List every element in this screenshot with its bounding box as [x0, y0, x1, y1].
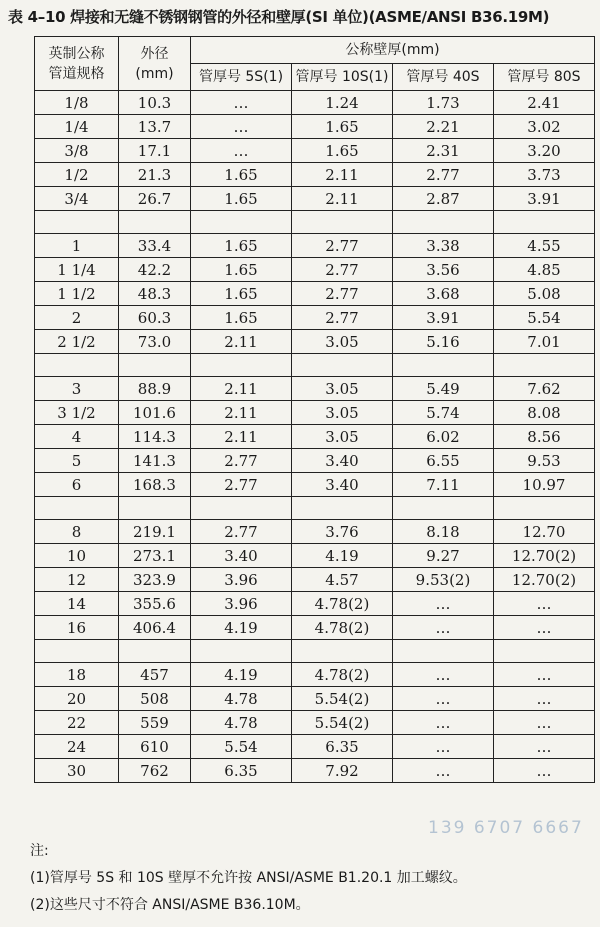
cell-wall-5s: …	[191, 115, 292, 139]
cell-wall-40s: 1.73	[393, 91, 494, 115]
cell-wall-5s: 1.65	[191, 306, 292, 330]
cell-wall-5s: 2.11	[191, 330, 292, 354]
cell-wall-80s: 3.73	[494, 163, 595, 187]
cell-wall-10s: 4.19	[292, 544, 393, 568]
cell-wall-80s: …	[494, 616, 595, 640]
cell-wall-40s: 2.87	[393, 187, 494, 211]
cell-size: 2	[35, 306, 119, 330]
header-wall-group: 公称壁厚(mm)	[191, 37, 595, 64]
cell-wall-10s: 3.40	[292, 473, 393, 497]
cell-size: 12	[35, 568, 119, 592]
cell-wall-5s: 2.77	[191, 520, 292, 544]
cell-wall-80s: …	[494, 663, 595, 687]
cell-wall-5s: …	[191, 91, 292, 115]
cell-size: 3/4	[35, 187, 119, 211]
cell-wall-40s: …	[393, 616, 494, 640]
cell-od: 33.4	[119, 234, 191, 258]
cell-wall-5s: 4.78	[191, 711, 292, 735]
cell-size: 1/4	[35, 115, 119, 139]
header-od-line1: 外径	[140, 45, 169, 62]
table-row	[35, 759, 595, 783]
cell-wall-10s: 4.78(2)	[292, 616, 393, 640]
table-title: 表 4–10 焊接和无缝不锈钢钢管的外径和壁厚(SI 单位)(ASME/ANSI B36.19M)	[8, 8, 550, 26]
cell-wall-40s: 2.21	[393, 115, 494, 139]
cell-size: 1	[35, 234, 119, 258]
table-row	[35, 282, 595, 306]
cell-od: 88.9	[119, 377, 191, 401]
pipe-wall-thickness-table	[34, 36, 595, 783]
cell-wall-40s: 3.56	[393, 258, 494, 282]
cell-size: 1/8	[35, 91, 119, 115]
table-row	[35, 711, 595, 735]
cell-wall-5s: 6.35	[191, 759, 292, 783]
cell-od: 323.9	[119, 568, 191, 592]
cell-size: 5	[35, 449, 119, 473]
cell-wall-5s: 2.11	[191, 425, 292, 449]
cell-wall-10s: 3.05	[292, 401, 393, 425]
cell-wall-5s: 4.19	[191, 663, 292, 687]
cell-wall-10s: 2.11	[292, 163, 393, 187]
cell-wall-80s: 3.20	[494, 139, 595, 163]
cell-wall-40s: 3.91	[393, 306, 494, 330]
cell-size: 8	[35, 520, 119, 544]
cell-od: 17.1	[119, 139, 191, 163]
cell-wall-10s: 7.92	[292, 759, 393, 783]
table-row	[35, 401, 595, 425]
cell-wall-10s: 4.78(2)	[292, 663, 393, 687]
cell-size: 1 1/2	[35, 282, 119, 306]
header-size	[35, 37, 119, 91]
table-row	[35, 520, 595, 544]
cell-wall-5s: 1.65	[191, 234, 292, 258]
cell-wall-40s: …	[393, 592, 494, 616]
cell-od: 13.7	[119, 115, 191, 139]
cell-wall-80s: …	[494, 735, 595, 759]
cell-od: 219.1	[119, 520, 191, 544]
cell-wall-10s: 3.05	[292, 425, 393, 449]
cell-od: 26.7	[119, 187, 191, 211]
empty-cell	[119, 497, 191, 520]
cell-wall-5s: 2.77	[191, 473, 292, 497]
cell-wall-10s: 6.35	[292, 735, 393, 759]
empty-cell	[393, 354, 494, 377]
header-wall-40s: 管厚号 40S	[393, 64, 494, 91]
empty-cell	[393, 640, 494, 663]
cell-od: 762	[119, 759, 191, 783]
header-wall-80s: 管厚号 80S	[494, 64, 595, 91]
cell-wall-40s: …	[393, 735, 494, 759]
cell-wall-80s: 12.70	[494, 520, 595, 544]
cell-od: 101.6	[119, 401, 191, 425]
cell-wall-80s: …	[494, 759, 595, 783]
cell-wall-10s: 3.05	[292, 377, 393, 401]
header-wall-10s: 管厚号 10S(1)	[292, 64, 393, 91]
cell-wall-5s: 2.11	[191, 401, 292, 425]
cell-wall-40s: 9.27	[393, 544, 494, 568]
cell-wall-80s: …	[494, 711, 595, 735]
cell-wall-5s: 3.96	[191, 568, 292, 592]
cell-wall-10s: 2.77	[292, 234, 393, 258]
cell-wall-80s: 8.08	[494, 401, 595, 425]
empty-cell	[35, 640, 119, 663]
empty-cell	[292, 640, 393, 663]
cell-od: 406.4	[119, 616, 191, 640]
cell-wall-10s: 3.40	[292, 449, 393, 473]
cell-wall-10s: 1.65	[292, 115, 393, 139]
cell-od: 610	[119, 735, 191, 759]
empty-cell	[292, 211, 393, 234]
header-wall-5s: 管厚号 5S(1)	[191, 64, 292, 91]
cell-wall-5s: 4.78	[191, 687, 292, 711]
table-row	[35, 115, 595, 139]
cell-size: 2 1/2	[35, 330, 119, 354]
cell-od: 73.0	[119, 330, 191, 354]
table-row	[35, 91, 595, 115]
cell-size: 6	[35, 473, 119, 497]
cell-size: 10	[35, 544, 119, 568]
cell-wall-80s: 4.55	[494, 234, 595, 258]
table-body	[35, 91, 595, 783]
cell-size: 1 1/4	[35, 258, 119, 282]
cell-wall-5s: 1.65	[191, 258, 292, 282]
cell-wall-5s: 1.65	[191, 282, 292, 306]
cell-od: 114.3	[119, 425, 191, 449]
cell-wall-10s: 3.76	[292, 520, 393, 544]
table-row	[35, 735, 595, 759]
cell-wall-40s: 6.02	[393, 425, 494, 449]
cell-size: 24	[35, 735, 119, 759]
cell-wall-80s: 10.97	[494, 473, 595, 497]
cell-wall-80s: 3.91	[494, 187, 595, 211]
empty-cell	[494, 497, 595, 520]
empty-cell	[119, 211, 191, 234]
empty-cell	[494, 354, 595, 377]
table-row	[35, 234, 595, 258]
cell-wall-40s: …	[393, 687, 494, 711]
cell-size: 3 1/2	[35, 401, 119, 425]
table-row	[35, 163, 595, 187]
cell-wall-40s: …	[393, 663, 494, 687]
cell-od: 508	[119, 687, 191, 711]
cell-od: 457	[119, 663, 191, 687]
cell-size: 30	[35, 759, 119, 783]
cell-wall-40s: …	[393, 711, 494, 735]
table-row	[35, 568, 595, 592]
empty-cell	[35, 354, 119, 377]
group-separator-row	[35, 211, 595, 234]
cell-wall-40s: 7.11	[393, 473, 494, 497]
cell-wall-10s: 4.57	[292, 568, 393, 592]
cell-od: 60.3	[119, 306, 191, 330]
empty-cell	[494, 640, 595, 663]
empty-cell	[494, 211, 595, 234]
cell-wall-80s: 7.62	[494, 377, 595, 401]
cell-wall-10s: 5.54(2)	[292, 687, 393, 711]
cell-wall-10s: 1.65	[292, 139, 393, 163]
empty-cell	[393, 497, 494, 520]
header-od-line2: (mm)	[135, 65, 174, 82]
notes-label: 注:	[30, 843, 49, 859]
cell-wall-40s: 5.74	[393, 401, 494, 425]
cell-wall-5s: …	[191, 139, 292, 163]
cell-od: 168.3	[119, 473, 191, 497]
note-1: (1)管厚号 5S 和 10S 壁厚不允许按 ANSI/ASME B1.20.1 加工螺纹。	[30, 870, 467, 886]
group-separator-row	[35, 497, 595, 520]
cell-wall-5s: 3.96	[191, 592, 292, 616]
cell-wall-40s: 6.55	[393, 449, 494, 473]
table-row	[35, 473, 595, 497]
group-separator-row	[35, 640, 595, 663]
table-row	[35, 187, 595, 211]
table-row	[35, 330, 595, 354]
cell-od: 48.3	[119, 282, 191, 306]
empty-cell	[119, 640, 191, 663]
table-row	[35, 377, 595, 401]
cell-od: 273.1	[119, 544, 191, 568]
cell-wall-40s: 3.38	[393, 234, 494, 258]
cell-wall-40s: 2.31	[393, 139, 494, 163]
cell-wall-80s: 5.08	[494, 282, 595, 306]
table-row	[35, 258, 595, 282]
cell-wall-80s: 4.85	[494, 258, 595, 282]
empty-cell	[35, 211, 119, 234]
group-separator-row	[35, 354, 595, 377]
cell-wall-80s: 12.70(2)	[494, 568, 595, 592]
cell-wall-80s: …	[494, 592, 595, 616]
cell-wall-5s: 1.65	[191, 187, 292, 211]
cell-size: 3/8	[35, 139, 119, 163]
cell-wall-40s: …	[393, 759, 494, 783]
header-size-line1: 英制公称	[48, 45, 105, 62]
empty-cell	[191, 211, 292, 234]
cell-size: 18	[35, 663, 119, 687]
cell-wall-40s: 2.77	[393, 163, 494, 187]
cell-wall-40s: 5.49	[393, 377, 494, 401]
cell-wall-5s: 4.19	[191, 616, 292, 640]
header-od	[119, 37, 191, 91]
table-row	[35, 616, 595, 640]
cell-wall-5s: 2.77	[191, 449, 292, 473]
cell-size: 3	[35, 377, 119, 401]
cell-wall-10s: 5.54(2)	[292, 711, 393, 735]
cell-wall-10s: 2.11	[292, 187, 393, 211]
empty-cell	[119, 354, 191, 377]
empty-cell	[292, 497, 393, 520]
cell-wall-80s: …	[494, 687, 595, 711]
cell-size: 22	[35, 711, 119, 735]
empty-cell	[393, 211, 494, 234]
cell-wall-80s: 5.54	[494, 306, 595, 330]
cell-wall-10s: 4.78(2)	[292, 592, 393, 616]
empty-cell	[191, 354, 292, 377]
cell-wall-80s: 7.01	[494, 330, 595, 354]
table-row	[35, 449, 595, 473]
cell-wall-10s: 2.77	[292, 282, 393, 306]
cell-size: 14	[35, 592, 119, 616]
table-row	[35, 139, 595, 163]
cell-wall-5s: 1.65	[191, 163, 292, 187]
table-row	[35, 687, 595, 711]
table-row	[35, 306, 595, 330]
cell-od: 559	[119, 711, 191, 735]
cell-wall-40s: 8.18	[393, 520, 494, 544]
cell-od: 42.2	[119, 258, 191, 282]
note-2: (2)这些尺寸不符合 ANSI/ASME B36.10M。	[30, 897, 310, 913]
cell-size: 16	[35, 616, 119, 640]
cell-wall-10s: 2.77	[292, 306, 393, 330]
cell-wall-80s: 3.02	[494, 115, 595, 139]
cell-wall-80s: 8.56	[494, 425, 595, 449]
empty-cell	[191, 640, 292, 663]
cell-wall-5s: 3.40	[191, 544, 292, 568]
notes	[30, 838, 590, 919]
cell-wall-80s: 9.53	[494, 449, 595, 473]
empty-cell	[191, 497, 292, 520]
cell-wall-5s: 5.54	[191, 735, 292, 759]
cell-od: 10.3	[119, 91, 191, 115]
cell-size: 20	[35, 687, 119, 711]
cell-wall-10s: 2.77	[292, 258, 393, 282]
cell-wall-40s: 5.16	[393, 330, 494, 354]
empty-cell	[35, 497, 119, 520]
cell-size: 1/2	[35, 163, 119, 187]
cell-wall-80s: 2.41	[494, 91, 595, 115]
table-row	[35, 663, 595, 687]
cell-od: 21.3	[119, 163, 191, 187]
header-size-line2: 管道规格	[48, 65, 105, 82]
watermark-phone: 139 6707 6667	[428, 818, 584, 838]
cell-wall-5s: 2.11	[191, 377, 292, 401]
empty-cell	[292, 354, 393, 377]
cell-wall-10s: 3.05	[292, 330, 393, 354]
table-row	[35, 425, 595, 449]
cell-od: 355.6	[119, 592, 191, 616]
cell-wall-40s: 9.53(2)	[393, 568, 494, 592]
cell-od: 141.3	[119, 449, 191, 473]
table-row	[35, 592, 595, 616]
cell-wall-10s: 1.24	[292, 91, 393, 115]
cell-wall-40s: 3.68	[393, 282, 494, 306]
cell-wall-80s: 12.70(2)	[494, 544, 595, 568]
table-row	[35, 544, 595, 568]
cell-size: 4	[35, 425, 119, 449]
